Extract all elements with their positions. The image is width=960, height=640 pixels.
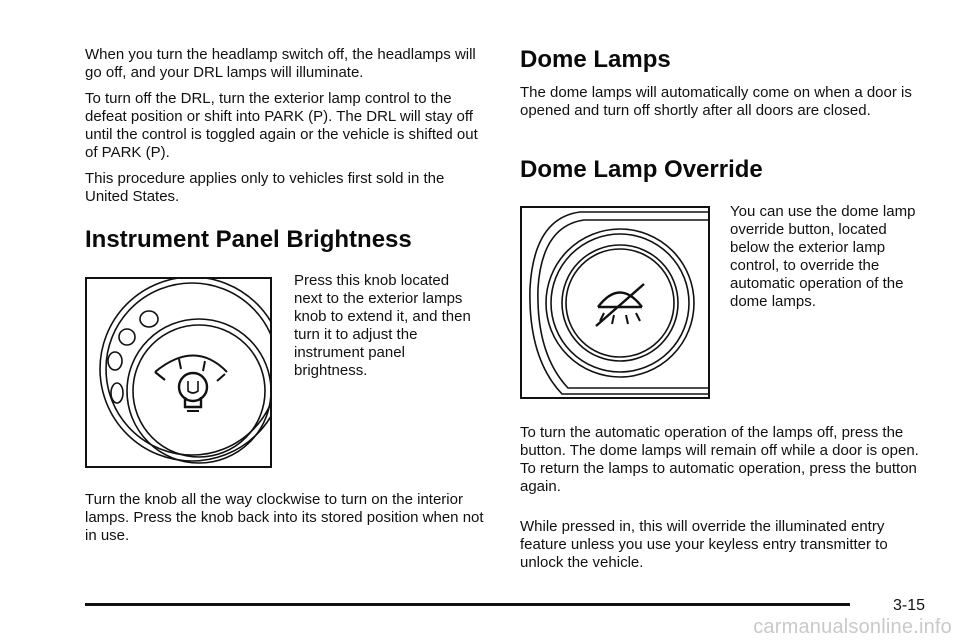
dome-override-figure [520,206,710,399]
us-vehicles-paragraph: This procedure applies only to vehicles first sold in the United States. [85,170,445,205]
brightness-knob-figure [85,277,272,468]
illuminated-entry-paragraph: While pressed in, this will override the illuminated entry feature unless you use your keyless entry transmitter to unlock the vehicle. [520,518,888,571]
knob-description: Press this knob located next to the exterior lamps knob to extend it, and then turn it to adjust the instrument panel brightness. [294,272,471,379]
drl-paragraph: To turn off the DRL, turn the exterior lamp control to the defeat position or shift into PARK (P). The DRL will stay off until the control is toggled again or the vehicle is shifted out of PARK (P). [85,90,478,161]
dome-lamps-paragraph: The dome lamps will automatically come on when a door is opened and turn off shortly after all doors are closed. [520,84,912,119]
turn-off-paragraph: To turn the automatic operation of the lamps off, press the button. The dome lamps will remain off while a door is open. To return the lamps to automatic operation, press the button again. [520,424,919,495]
brightness-knob-icon [87,279,270,466]
dome-override-button-icon [522,208,708,397]
left-column [85,46,490,214]
clockwise-paragraph: Turn the knob all the way clockwise to turn on the interior lamps. Press the knob back into its stored position when not in use. [85,491,484,544]
page-number: 3-15 [892,597,925,614]
watermark-text: carmanualsonline.info [753,616,952,638]
dome-override-heading: Dome Lamp Override [520,156,763,183]
footer-rule [85,603,850,606]
instrument-panel-heading: Instrument Panel Brightness [85,226,412,253]
headlamp-paragraph: When you turn the headlamp switch off, the headlamps will go off, and your DRL lamps will illuminate. [85,46,476,81]
dome-lamps-heading: Dome Lamps [520,46,671,73]
override-description: You can use the dome lamp override button, located below the exterior lamp control, to override the automatic operation of the dome lamps. [730,203,916,310]
